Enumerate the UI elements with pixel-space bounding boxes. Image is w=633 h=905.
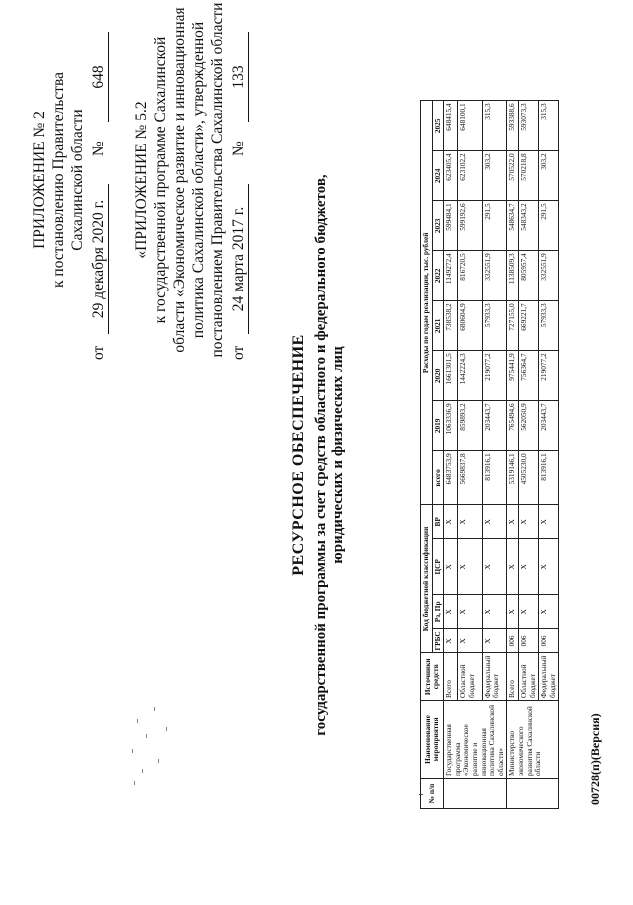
year-value-cell: 548343,2	[518, 201, 538, 251]
vr-cell: Х	[518, 505, 538, 539]
year-value-cell: 57933,3	[482, 301, 507, 351]
total-cell: 813916,1	[539, 451, 559, 505]
year-value-cell: 332551,9	[539, 251, 559, 301]
year-value-cell: 315,3	[482, 101, 507, 151]
version-label: 00728(п)(Версия)	[588, 713, 602, 805]
grbs-cell: Х	[444, 629, 458, 653]
year-value-cell: 570522,0	[507, 151, 519, 201]
year-value-cell: 648100,1	[458, 101, 483, 151]
grbs-cell: 006	[507, 629, 519, 653]
rzpr-cell: Х	[507, 595, 519, 629]
year-value-cell: 1149272,4	[444, 251, 458, 301]
header-expenses: Расходы по годам реализации, тыс. рублей	[421, 101, 433, 505]
year-value-cell: 727155,0	[507, 301, 519, 351]
title-line-1: РЕСУРСНОЕ ОБЕСПЕЧЕНИЕ	[290, 334, 307, 576]
year-value-cell: 219077,2	[482, 351, 507, 401]
year-value-cell: 203443,7	[482, 401, 507, 451]
year-value-cell: 669221,7	[518, 301, 538, 351]
year-value-cell: 593388,6	[507, 101, 519, 151]
rzpr-cell: Х	[482, 595, 507, 629]
grbs-cell: Х	[482, 629, 507, 653]
grbs-cell: Х	[458, 629, 483, 653]
total-cell: 813916,1	[482, 451, 507, 505]
appendix-block	[30, 0, 250, 360]
grbs-cell: 006	[518, 629, 538, 653]
scan-specks	[128, 703, 178, 793]
source-cell: Федеральный бюджет	[482, 653, 507, 701]
year-value-cell: 1063336,9	[444, 401, 458, 451]
year-value-cell: 203443,7	[539, 401, 559, 451]
header-year-2023: 2023	[432, 201, 444, 251]
header-year-2020: 2020	[432, 351, 444, 401]
year-value-cell: 57933,3	[539, 301, 559, 351]
year-value-cell: 315,3	[539, 101, 559, 151]
year-value-cell: 219077,2	[539, 351, 559, 401]
header-rzpr: Рз, Пр	[432, 595, 444, 629]
appendix-line-2: Сахалинской области	[69, 109, 86, 251]
appendix2-number: 133	[229, 32, 249, 122]
year-value-cell: 1442224,3	[458, 351, 483, 401]
year-value-cell: 975441,9	[507, 351, 519, 401]
header-year-2022: 2022	[432, 251, 444, 301]
year-value-cell: 562050,9	[518, 401, 538, 451]
year-value-cell: 593073,3	[518, 101, 538, 151]
header-num: № п/п	[421, 779, 444, 809]
row-num-cell	[444, 779, 507, 809]
vr-cell: Х	[539, 505, 559, 539]
header-year-2024: 2024	[432, 151, 444, 201]
header-grbs: ГРБС	[432, 629, 444, 653]
header-csr: ЦСР	[432, 539, 444, 595]
activity-name-cell: Министерство экономического развития Сахалинской области	[507, 701, 559, 779]
year-value-cell: 570218,8	[518, 151, 538, 201]
year-value-cell: 765494,6	[507, 401, 519, 451]
csr-cell: Х	[444, 539, 458, 595]
resource-table	[420, 100, 559, 809]
header-year-2025: 2025	[432, 101, 444, 151]
appendix-title: ПРИЛОЖЕНИЕ № 2	[31, 111, 48, 249]
year-value-cell: 303,2	[482, 151, 507, 201]
title-line-3: юридических и физических лиц	[330, 346, 346, 564]
appendix2-line-3: политика Сахалинской области», утвержденной	[190, 21, 207, 339]
total-cell: 5669837,8	[458, 451, 483, 505]
vr-cell: Х	[458, 505, 483, 539]
header-year-2021: 2021	[432, 301, 444, 351]
csr-cell: Х	[539, 539, 559, 595]
header-year-2019: 2019	[432, 401, 444, 451]
table-body	[444, 101, 559, 809]
source-cell: Федеральный бюджет	[539, 653, 559, 701]
year-value-cell: 623405,4	[444, 151, 458, 201]
year-value-cell: 599484,1	[444, 201, 458, 251]
appendix-signature-line	[89, 0, 110, 360]
appendix-date: 29 декабря 2020 г.	[89, 184, 109, 334]
appendix2-number-label: №	[230, 141, 247, 156]
table-row	[507, 101, 519, 809]
rzpr-cell: Х	[539, 595, 559, 629]
source-cell: Областной бюджет	[518, 653, 538, 701]
year-value-cell: 859893,2	[458, 401, 483, 451]
year-value-cell: 756364,7	[518, 351, 538, 401]
year-value-cell: 805957,4	[518, 251, 538, 301]
appendix-number: 648	[89, 32, 109, 122]
csr-cell: Х	[507, 539, 519, 595]
grbs-cell: 006	[539, 629, 559, 653]
appendix-from-label: от	[90, 345, 107, 360]
appendix2-from-label: от	[230, 345, 247, 360]
appendix2-title: «ПРИЛОЖЕНИЕ № 5.2	[133, 101, 150, 259]
csr-cell: Х	[518, 539, 538, 595]
year-value-cell: 291,5	[482, 201, 507, 251]
source-cell: Областной бюджет	[458, 653, 483, 701]
header-source: Источники средств	[421, 653, 444, 701]
header-code: Код бюджетной классификации	[421, 505, 433, 653]
table-header	[421, 101, 444, 809]
year-value-cell: 1138509,3	[507, 251, 519, 301]
vr-cell: Х	[482, 505, 507, 539]
header-vr: ВР	[432, 505, 444, 539]
table-row	[444, 101, 458, 809]
appendix2-line-2: области «Экономическое развитие и инновационная	[171, 7, 188, 353]
year-value-cell: 623102,2	[458, 151, 483, 201]
title-line-2: государственной программы за счет средств областного и федерального бюджетов,	[313, 174, 329, 736]
source-cell: Всего	[507, 653, 519, 701]
csr-cell: Х	[482, 539, 507, 595]
year-value-cell: 548634,7	[507, 201, 519, 251]
appendix-line-1: к постановлению Правительства	[50, 72, 67, 288]
year-value-cell: 332551,9	[482, 251, 507, 301]
vr-cell: Х	[507, 505, 519, 539]
rzpr-cell: Х	[458, 595, 483, 629]
vr-cell: Х	[444, 505, 458, 539]
activity-name-cell: Государственная программа «Экономическое развитие и инновационная политика Сахалинской области»	[444, 701, 507, 779]
source-cell: Всего	[444, 653, 458, 701]
header-name: Наименование мероприятия	[421, 701, 444, 779]
appendix-number-label: №	[90, 141, 107, 156]
total-cell: 4505230,0	[518, 451, 538, 505]
year-value-cell: 303,2	[539, 151, 559, 201]
appendix2-date: 24 марта 2017 г.	[229, 184, 249, 334]
row-num-cell	[507, 779, 559, 809]
header-total: всего	[432, 451, 444, 505]
appendix2-line-4: постановлением Правительства Сахалинской области	[209, 2, 226, 358]
year-value-cell: 599192,6	[458, 201, 483, 251]
year-value-cell: 738538,2	[444, 301, 458, 351]
year-value-cell: 291,5	[539, 201, 559, 251]
appendix2-line-1: к государственной программе Сахалинской	[152, 36, 169, 324]
rzpr-cell: Х	[518, 595, 538, 629]
appendix2-signature-line	[229, 0, 250, 360]
year-value-cell: 816720,5	[458, 251, 483, 301]
document-title	[290, 25, 347, 885]
csr-cell: Х	[458, 539, 483, 595]
rzpr-cell: Х	[444, 595, 458, 629]
total-cell: 5319146,1	[507, 451, 519, 505]
year-value-cell: 648415,4	[444, 101, 458, 151]
year-value-cell: 1661301,5	[444, 351, 458, 401]
year-value-cell: 680604,9	[458, 301, 483, 351]
total-cell: 6483753,9	[444, 451, 458, 505]
